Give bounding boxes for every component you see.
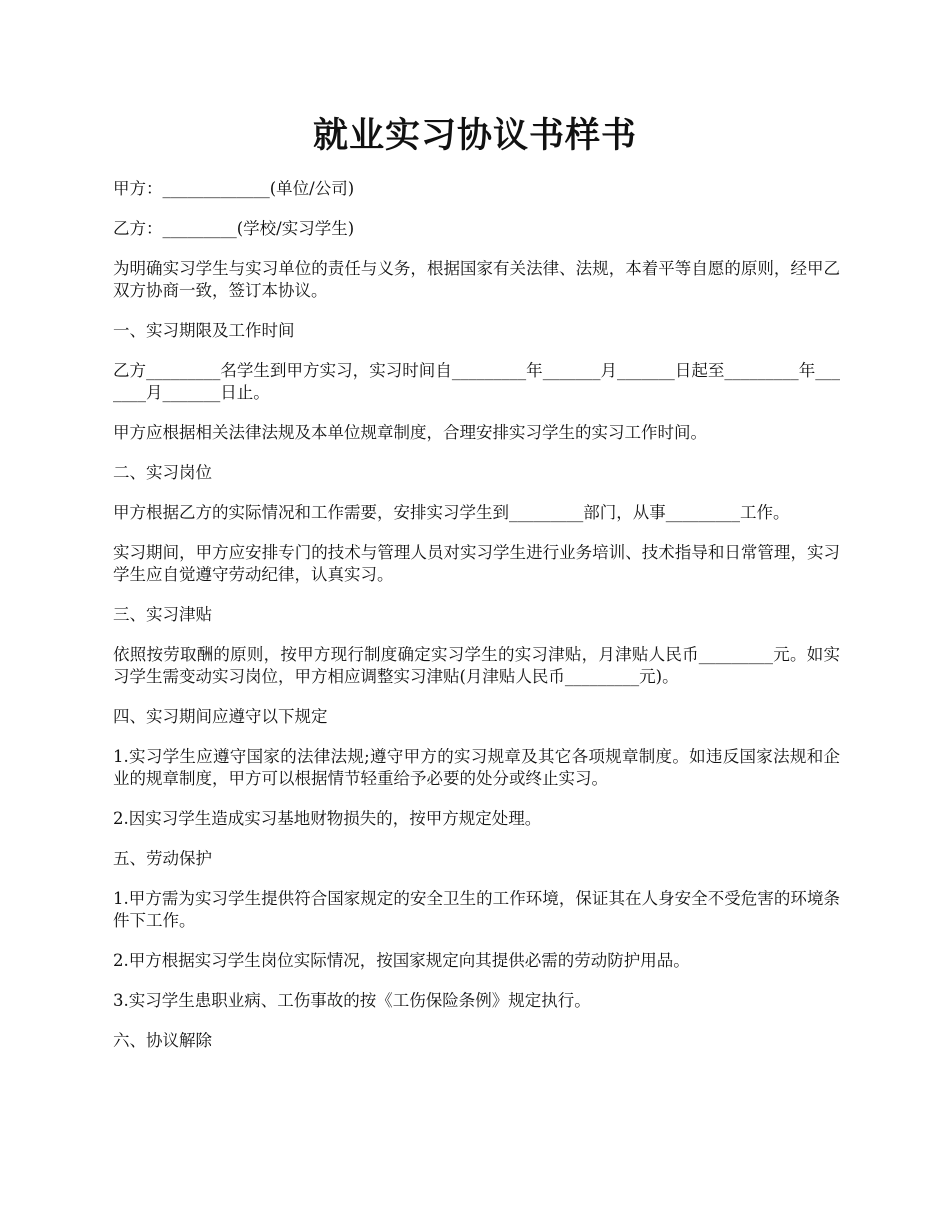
section-heading-1: 一、实习期限及工作时间 (113, 321, 295, 340)
section-heading-6: 六、协议解除 (113, 1031, 212, 1050)
section-heading-3: 三、实习津贴 (113, 605, 212, 624)
section-heading-2: 二、实习岗位 (113, 463, 212, 482)
internship-period-paragraph: 乙方_________名学生到甲方实习，实习时间自_________年_______月_______日起至_________年_______月_______日止。 (113, 361, 840, 402)
party-a-line: 甲方：_____________(单位/公司) (113, 179, 355, 198)
rule-item-1: 1.实习学生应遵守国家的法律法规;遵守甲方的实习规章及其它各项规章制度。如违反国家法规和企业的规章制度，甲方可以根据情节轻重给予必要的处分或终止实习。 (113, 747, 840, 788)
document-body (113, 178, 840, 1070)
working-hours-paragraph: 甲方应根据相关法律法规及本单位规章制度，合理安排实习学生的实习工作时间。 (113, 423, 707, 442)
protection-item-3: 3.实习学生患职业病、工伤事故的按《工伤保险条例》规定执行。 (113, 991, 591, 1010)
preamble-paragraph: 为明确实习学生与实习单位的责任与义务，根据国家有关法律、法规，本着平等自愿的原则，经甲乙双方协商一致，签订本协议。 (113, 259, 840, 300)
protection-item-2: 2.甲方根据实习学生岗位实际情况，按国家规定向其提供必需的劳动防护用品。 (113, 951, 690, 970)
document-title: 就业实习协议书样书 (312, 115, 637, 156)
allowance-paragraph: 依照按劳取酬的原则，按甲方现行制度确定实习学生的实习津贴，月津贴人民币_________元。如实习学生需变动实习岗位，甲方相应调整实习津贴(月津贴人民币_________元)。 (113, 645, 840, 686)
section-heading-4: 四、实习期间应遵守以下规定 (113, 707, 328, 726)
protection-item-1: 1.甲方需为实习学生提供符合国家规定的安全卫生的工作环境，保证其在人身安全不受危害的环境条件下工作。 (113, 889, 840, 930)
rule-item-2: 2.因实习学生造成实习基地财物损失的，按甲方规定处理。 (113, 809, 542, 828)
section-heading-5: 五、劳动保护 (113, 849, 212, 868)
party-b-line: 乙方：_________(学校/实习学生) (113, 219, 355, 238)
training-paragraph: 实习期间，甲方应安排专门的技术与管理人员对实习学生进行业务培训、技术指导和日常管理，实习学生应自觉遵守劳动纪律，认真实习。 (113, 543, 840, 584)
position-paragraph: 甲方根据乙方的实际情况和工作需要，安排实习学生到_________部门，从事_________工作。 (113, 503, 790, 522)
